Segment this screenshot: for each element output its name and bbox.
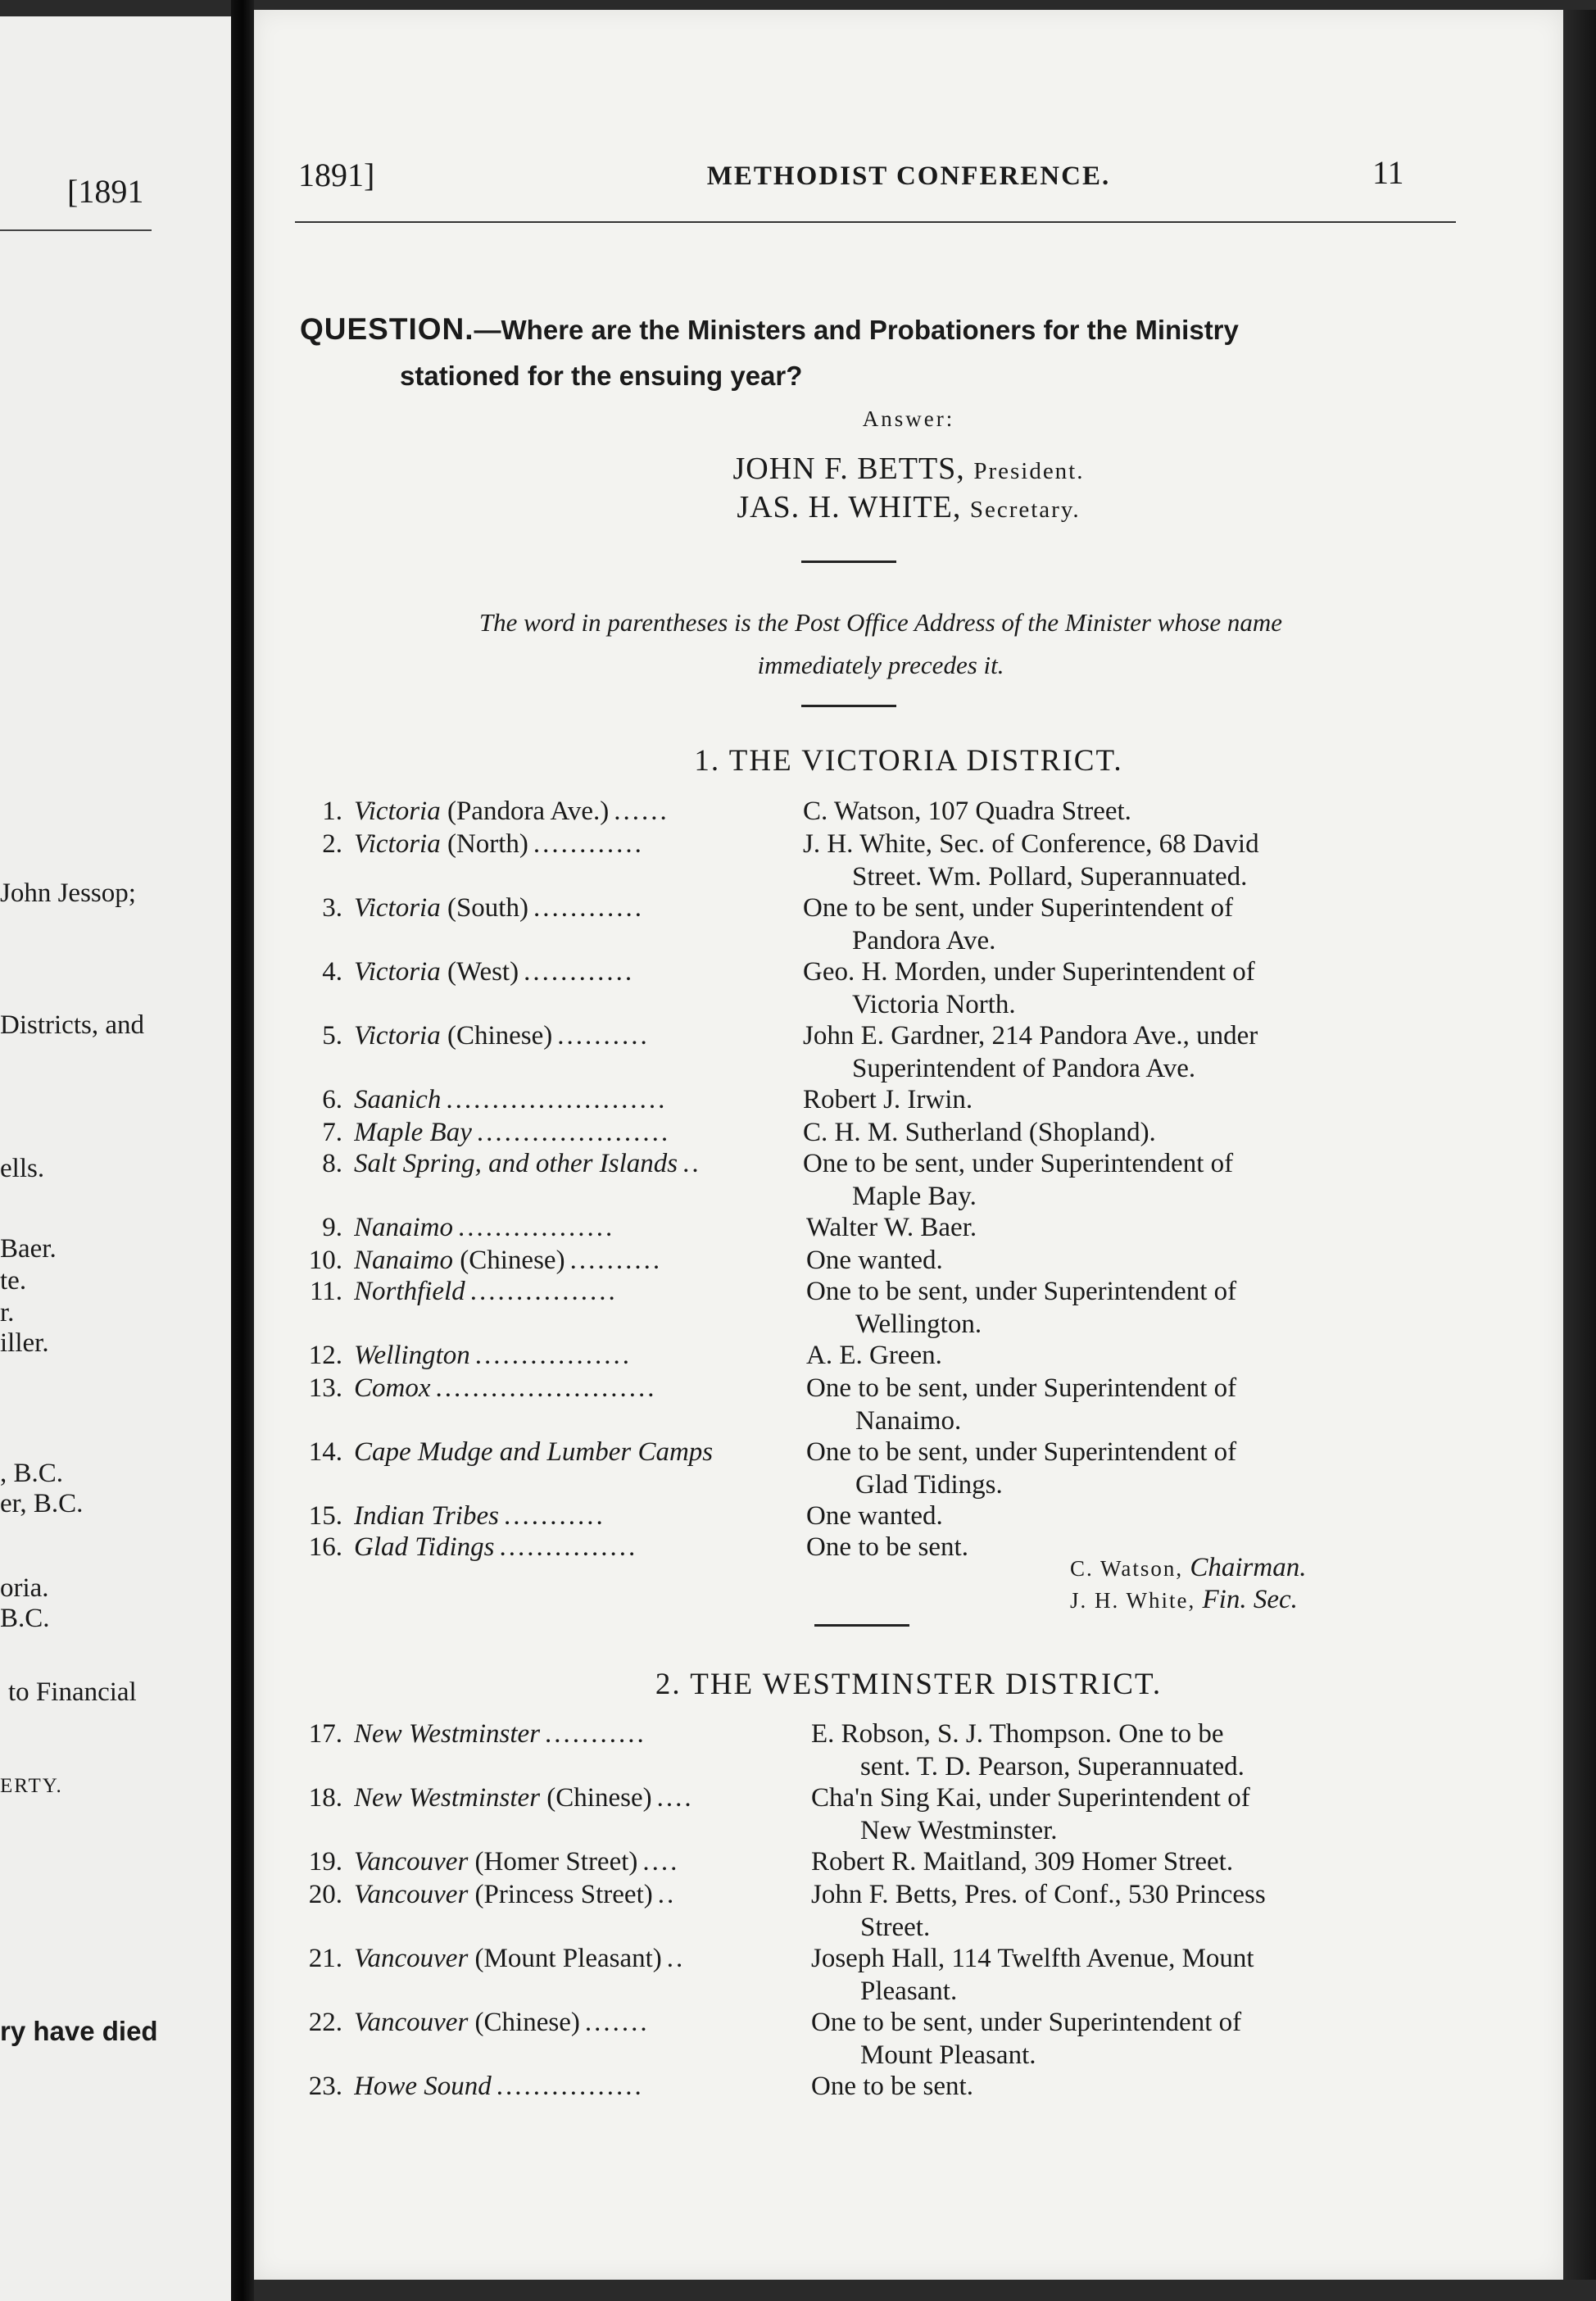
leader-dots: ................ bbox=[496, 2072, 644, 2101]
place-name: Maple Bay bbox=[354, 1118, 472, 1147]
place-name: Victoria bbox=[354, 1021, 441, 1051]
place-name: Saanich bbox=[354, 1085, 442, 1114]
president-name: JOHN F. BETTS, bbox=[732, 452, 965, 486]
assignment-text: One to be sent, under Superintendent of bbox=[806, 1277, 1237, 1306]
place-name: Comox bbox=[354, 1373, 431, 1403]
assignment-text: C. Watson, 107 Quadra Street. bbox=[803, 796, 1131, 826]
left-fragment: B.C. bbox=[0, 1604, 50, 1633]
place-name: New Westminster bbox=[354, 1719, 541, 1749]
left-fragment: John Jessop; bbox=[0, 878, 136, 908]
leader-dots: ............ bbox=[524, 957, 635, 987]
entry-number: 21. bbox=[308, 1944, 342, 1973]
book-binding-gutter bbox=[231, 0, 254, 2301]
assignment-text: One wanted. bbox=[806, 1246, 943, 1275]
assignment-text: Robert R. Maitland, 309 Homer Street. bbox=[811, 1847, 1234, 1877]
entry-number: 14. bbox=[308, 1437, 342, 1467]
secretary-name: JAS. H. WHITE, bbox=[737, 490, 962, 524]
assignment-continuation: Superintendent of Pandora Ave. bbox=[852, 1054, 1196, 1083]
entry-number: 18. bbox=[308, 1783, 342, 1813]
assignment-text: One to be sent, under Superintendent of bbox=[803, 893, 1234, 923]
entry-assignment bbox=[796, 1083, 1467, 1116]
assignment-text: J. H. White, Sec. of Conference, 68 David bbox=[803, 829, 1259, 859]
place-name: Nanaimo bbox=[354, 1213, 454, 1242]
chairman-signature bbox=[1070, 1553, 1306, 1583]
entry-assignment bbox=[800, 1244, 1470, 1277]
entry-number: 3. bbox=[322, 893, 342, 923]
place-suffix: (North) bbox=[440, 829, 528, 859]
entry-number: 17. bbox=[308, 1719, 342, 1749]
entry-assignment bbox=[796, 1147, 1467, 1213]
leader-dots: .... bbox=[656, 1783, 694, 1813]
assignment-continuation: Mount Pleasant. bbox=[860, 2040, 1036, 2070]
leader-dots: ................ bbox=[469, 1277, 618, 1306]
place-name: Cape Mudge and Lumber Camps bbox=[354, 1437, 714, 1467]
place-suffix: (South) bbox=[440, 893, 528, 923]
place-suffix: (Chinese) bbox=[440, 1021, 553, 1051]
place-suffix: (Chinese) bbox=[468, 2008, 580, 2037]
answer-label: Answer: bbox=[862, 406, 955, 431]
left-head-rule bbox=[0, 229, 152, 231]
entry-number: 4. bbox=[322, 957, 342, 987]
leader-dots: .... bbox=[642, 1847, 680, 1877]
assignment-continuation: Pandora Ave. bbox=[852, 926, 996, 955]
place-name: Victoria bbox=[354, 796, 441, 826]
leader-dots: ....... bbox=[584, 2008, 650, 2037]
left-fragment: er, B.C. bbox=[0, 1489, 84, 1518]
entry-assignment bbox=[805, 1845, 1475, 1878]
left-fragment: to Financial bbox=[8, 1677, 137, 1707]
document-page bbox=[254, 10, 1563, 2280]
leader-dots: ........... bbox=[503, 1501, 605, 1531]
entry-assignment bbox=[800, 1339, 1470, 1372]
leader-dots: ..................... bbox=[476, 1118, 671, 1147]
section-divider bbox=[801, 705, 896, 707]
place-name: Salt Spring, and other Islands bbox=[354, 1149, 678, 1178]
left-fragment: ERTY. bbox=[0, 1775, 63, 1797]
leader-dots: ............ bbox=[533, 893, 644, 923]
assignment-text: A. E. Green. bbox=[806, 1341, 942, 1370]
entry-assignment bbox=[805, 1878, 1475, 1944]
leader-dots: ............ bbox=[533, 829, 644, 859]
running-head-title: METHODIST CONFERENCE. bbox=[706, 161, 1111, 191]
page-number: 11 bbox=[1372, 154, 1404, 191]
assignment-text: One to be sent, under Superintendent of bbox=[806, 1437, 1237, 1467]
place-name: New Westminster bbox=[354, 1783, 541, 1813]
left-fragment: r. bbox=[0, 1298, 15, 1328]
leader-dots: .......... bbox=[557, 1021, 650, 1051]
assignment-continuation: Street. Wm. Pollard, Superannuated. bbox=[852, 862, 1248, 892]
district-title-victoria: 1. THE VICTORIA DISTRICT. bbox=[694, 744, 1123, 778]
entry-number: 20. bbox=[308, 1880, 342, 1909]
right-edge-shadow bbox=[1563, 10, 1596, 2280]
leader-dots: ........................ bbox=[446, 1085, 668, 1114]
assignment-text: Geo. H. Morden, under Superintendent of bbox=[803, 957, 1255, 987]
place-name: Victoria bbox=[354, 829, 441, 859]
secretary-line bbox=[254, 489, 1563, 525]
entry-number: 2. bbox=[322, 829, 342, 859]
assignment-continuation: Wellington. bbox=[855, 1309, 982, 1339]
leader-dots: ........................ bbox=[435, 1373, 657, 1403]
entry-assignment bbox=[796, 1019, 1467, 1085]
assignment-text: One to be sent, under Superintendent of bbox=[806, 1373, 1237, 1403]
place-name: Vancouver bbox=[354, 1880, 469, 1909]
leader-dots: ...... bbox=[614, 796, 669, 826]
assignment-text: C. H. M. Sutherland (Shopland). bbox=[803, 1118, 1156, 1147]
place-suffix: (Chinese) bbox=[453, 1246, 565, 1275]
question-line-1: —Where are the Ministers and Probationers for the Ministry bbox=[474, 315, 1239, 345]
entry-number: 12. bbox=[308, 1341, 342, 1370]
left-fragment: ells. bbox=[0, 1154, 45, 1183]
assignment-continuation: New Westminster. bbox=[860, 1816, 1058, 1845]
assignment-text: John E. Gardner, 214 Pandora Ave., under bbox=[803, 1021, 1258, 1051]
entry-assignment bbox=[805, 2070, 1475, 2103]
assignment-text: One to be sent, under Superintendent of bbox=[811, 2008, 1242, 2037]
entry-assignment bbox=[796, 795, 1467, 828]
place-name: Nanaimo bbox=[354, 1246, 454, 1275]
running-head-year: 1891] bbox=[298, 157, 375, 193]
assignment-text: One wanted. bbox=[806, 1501, 943, 1531]
left-fragment: ry have died bbox=[0, 2016, 158, 2046]
left-fragment: iller. bbox=[0, 1328, 49, 1358]
section-divider bbox=[814, 1624, 909, 1627]
entry-number: 1. bbox=[322, 796, 342, 826]
entry-number: 16. bbox=[308, 1532, 342, 1562]
entry-assignment bbox=[800, 1436, 1470, 1501]
assignment-text: Cha'n Sing Kai, under Superintendent of bbox=[811, 1783, 1250, 1813]
entry-assignment bbox=[800, 1275, 1470, 1341]
entry-number: 13. bbox=[308, 1373, 342, 1403]
place-suffix: (Pandora Ave.) bbox=[440, 796, 610, 826]
question-label: QUESTION. bbox=[300, 312, 474, 346]
place-suffix: (Mount Pleasant) bbox=[468, 1944, 662, 1973]
leader-dots: ........... bbox=[545, 1719, 646, 1749]
entry-assignment bbox=[800, 1372, 1470, 1437]
leader-dots: .. bbox=[682, 1149, 701, 1178]
entry-assignment bbox=[805, 1781, 1475, 1847]
leader-dots: .......... bbox=[569, 1246, 663, 1275]
entry-number: 22. bbox=[308, 2008, 342, 2037]
assignment-text: John F. Betts, Pres. of Conf., 530 Princess bbox=[811, 1880, 1266, 1909]
entry-assignment bbox=[800, 1500, 1470, 1532]
entry-number: 23. bbox=[308, 2072, 342, 2101]
note-line-1: The word in parentheses is the Post Office Address of the Minister whose name bbox=[478, 608, 1283, 637]
left-fragment: Districts, and bbox=[0, 1010, 144, 1040]
district-title-westminster: 2. THE WESTMINSTER DISTRICT. bbox=[655, 1668, 1163, 1701]
place-name: Northfield bbox=[354, 1277, 465, 1306]
entry-assignment bbox=[800, 1211, 1470, 1244]
place-name: Vancouver bbox=[354, 1847, 469, 1877]
entry-number: 10. bbox=[308, 1246, 342, 1275]
entry-assignment bbox=[796, 955, 1467, 1021]
assignment-continuation: Victoria North. bbox=[852, 990, 1016, 1019]
fin-sec-title: Fin. Sec. bbox=[1202, 1585, 1298, 1614]
assignment-continuation: Pleasant. bbox=[860, 1976, 958, 2006]
leader-dots: ................. bbox=[458, 1213, 615, 1242]
entry-number: 8. bbox=[322, 1149, 342, 1178]
entry-assignment bbox=[796, 892, 1467, 957]
entry-number: 9. bbox=[322, 1213, 342, 1242]
fin-sec-signature bbox=[1070, 1585, 1298, 1615]
place-name: Indian Tribes bbox=[354, 1501, 499, 1531]
entry-assignment bbox=[805, 2006, 1475, 2072]
assignment-continuation: Maple Bay. bbox=[852, 1182, 977, 1211]
entry-assignment bbox=[805, 1942, 1475, 2008]
note-line-2: immediately precedes it. bbox=[757, 651, 1004, 679]
left-fragment: , B.C. bbox=[0, 1459, 64, 1488]
place-name: Victoria bbox=[354, 893, 441, 923]
assignment-text: Robert J. Irwin. bbox=[803, 1085, 973, 1114]
chairman-title: Chairman. bbox=[1190, 1553, 1307, 1582]
place-name: Glad Tidings bbox=[354, 1532, 495, 1562]
place-name: Wellington bbox=[354, 1341, 470, 1370]
fin-sec-name: J. H. White, bbox=[1070, 1588, 1196, 1613]
entry-number: 7. bbox=[322, 1118, 342, 1147]
entry-assignment bbox=[805, 1718, 1475, 1783]
left-running-head: [1891 bbox=[67, 173, 144, 210]
chairman-name: C. Watson, bbox=[1070, 1556, 1184, 1581]
leader-dots: ............... bbox=[499, 1532, 638, 1562]
place-name: Vancouver bbox=[354, 1944, 469, 1973]
place-name: Victoria bbox=[354, 957, 441, 987]
place-suffix: (Homer Street) bbox=[468, 1847, 638, 1877]
place-name: Vancouver bbox=[354, 2008, 469, 2037]
entry-number: 6. bbox=[322, 1085, 342, 1114]
entry-number: 15. bbox=[308, 1501, 342, 1531]
assignment-continuation: Street. bbox=[860, 1913, 931, 1942]
section-divider bbox=[801, 560, 896, 563]
secretary-role: Secretary. bbox=[969, 497, 1081, 523]
assignment-text: One to be sent. bbox=[811, 2072, 973, 2101]
leader-dots: .. bbox=[666, 1944, 686, 1973]
president-role: President. bbox=[973, 458, 1085, 484]
place-suffix: (Princess Street) bbox=[468, 1880, 653, 1909]
question-line-2: stationed for the ensuing year? bbox=[400, 361, 803, 391]
entry-number: 19. bbox=[308, 1847, 342, 1877]
assignment-continuation: Nanaimo. bbox=[855, 1406, 962, 1436]
entry-assignment bbox=[796, 828, 1467, 893]
president-line bbox=[254, 451, 1563, 487]
assignment-text: One to be sent, under Superintendent of bbox=[803, 1149, 1234, 1178]
header-rule bbox=[295, 221, 1456, 223]
entry-number: 11. bbox=[309, 1277, 342, 1306]
leader-dots: .. bbox=[657, 1880, 677, 1909]
assignment-text: Joseph Hall, 114 Twelfth Avenue, Mount bbox=[811, 1944, 1254, 1973]
left-fragment: oria. bbox=[0, 1573, 49, 1603]
address-note bbox=[320, 601, 1442, 687]
assignment-text: Walter W. Baer. bbox=[806, 1213, 977, 1242]
assignment-text: E. Robson, S. J. Thompson. One to be bbox=[811, 1719, 1224, 1749]
leader-dots bbox=[713, 1437, 718, 1467]
assignment-continuation: Glad Tidings. bbox=[855, 1470, 1003, 1500]
leader-dots: ................. bbox=[474, 1341, 633, 1370]
question-paragraph bbox=[300, 306, 1480, 399]
assignment-text: One to be sent. bbox=[806, 1532, 968, 1562]
left-fragment: te. bbox=[0, 1266, 27, 1296]
left-facing-page bbox=[0, 16, 231, 2301]
place-suffix: (Chinese) bbox=[540, 1783, 652, 1813]
entry-assignment bbox=[796, 1116, 1467, 1149]
place-suffix: (West) bbox=[440, 957, 519, 987]
entry-number: 5. bbox=[322, 1021, 342, 1051]
left-fragment: Baer. bbox=[0, 1234, 57, 1264]
assignment-continuation: sent. T. D. Pearson, Superannuated. bbox=[860, 1752, 1245, 1781]
place-name: Howe Sound bbox=[354, 2072, 492, 2101]
